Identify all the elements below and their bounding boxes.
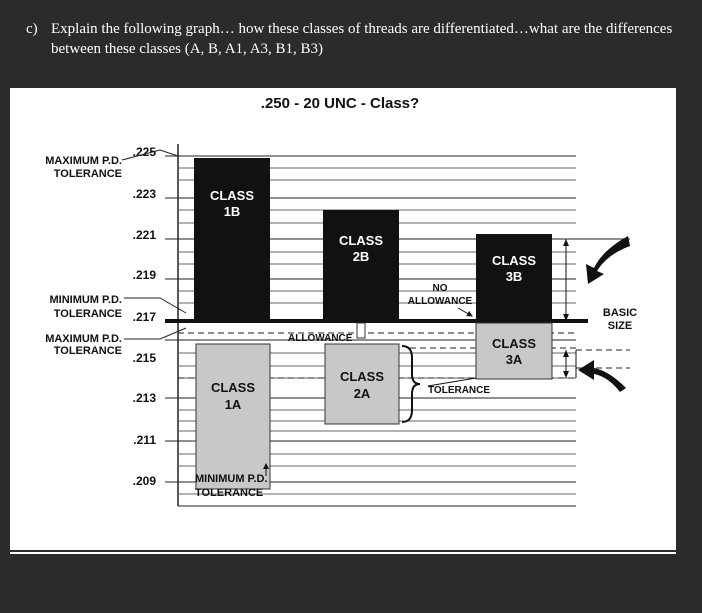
- class-2b-label-line1: CLASS: [338, 233, 384, 248]
- class-1a-bar: [196, 344, 270, 489]
- class-2b-label-line2: 2B: [352, 249, 370, 264]
- allowance-label: ALLOWANCE: [288, 333, 353, 344]
- tick-label: .223: [132, 187, 156, 201]
- class-2a-bar: [325, 344, 399, 424]
- basic-size-line1: BASIC: [602, 307, 638, 319]
- max-pd-tolerance-bottom-line1: MAXIMUM P.D.: [45, 333, 122, 345]
- basic-size-line2: SIZE: [607, 320, 633, 332]
- curved-arrow-bottom: [578, 360, 626, 392]
- class-3b-label-line1: CLASS: [491, 253, 537, 268]
- class-3a-label-line2: 3A: [505, 352, 523, 367]
- tick-label: .217: [132, 310, 156, 324]
- min-pd-tolerance-bottom-line2: TOLERANCE: [195, 487, 264, 499]
- tolerance-brace: [402, 346, 420, 422]
- tick-label: .225: [132, 145, 156, 159]
- class-3a-label-line1: CLASS: [491, 336, 537, 351]
- class-3b-label-line2: 3B: [505, 269, 523, 284]
- diagram-title: .250 - 20 UNC - Class?: [260, 95, 420, 112]
- no-allowance-line2: ALLOWANCE: [407, 296, 473, 307]
- max-pd-tolerance-bottom-line2: TOLERANCE: [53, 345, 122, 357]
- max-pd-tolerance-top-line1: MAXIMUM P.D.: [45, 155, 122, 167]
- class-1a-label-line1: CLASS: [210, 380, 256, 395]
- no-allowance-arrow: [458, 308, 472, 316]
- diagram-svg: [10, 88, 676, 550]
- tolerance-label: TOLERANCE: [428, 385, 491, 396]
- separator-line: [10, 552, 676, 554]
- class-1b-bar: [194, 158, 270, 321]
- thread-class-diagram: [10, 88, 676, 550]
- class-3a-bar: [476, 323, 552, 379]
- leader-line: [124, 328, 186, 339]
- question-text-block: [26, 19, 686, 59]
- tick-label: .211: [133, 433, 156, 447]
- class-2a-label-line2: 2A: [353, 386, 371, 401]
- max-pd-tolerance-top-line2: TOLERANCE: [53, 168, 122, 180]
- tick-label: .213: [132, 391, 156, 405]
- tick-label: .209: [132, 474, 156, 488]
- tick-label: .221: [132, 228, 156, 242]
- question-number: c): [26, 21, 38, 37]
- class-2a-label-line1: CLASS: [339, 369, 385, 384]
- min-pd-tolerance-line2: TOLERANCE: [53, 308, 122, 320]
- no-allowance-line1: NO: [432, 283, 448, 294]
- tick-label: .215: [132, 351, 156, 365]
- tick-label: .219: [132, 268, 156, 282]
- allowance-box: [357, 323, 365, 338]
- question-body: Explain the following graph… how these classes of threads are differentiated…what are the differences between these classes (A, B, A1, A3, B1, B3): [51, 21, 673, 57]
- class-1b-label-line2: 1B: [223, 204, 241, 219]
- class-2b-bar: [323, 210, 399, 321]
- class-1b-label-line1: CLASS: [209, 188, 255, 203]
- min-pd-tolerance-line1: MINIMUM P.D.: [49, 294, 122, 306]
- curved-arrow-top: [586, 236, 630, 284]
- class-1a-label-line2: 1A: [224, 397, 242, 412]
- min-pd-tolerance-bottom-line1: MINIMUM P.D.: [195, 473, 268, 485]
